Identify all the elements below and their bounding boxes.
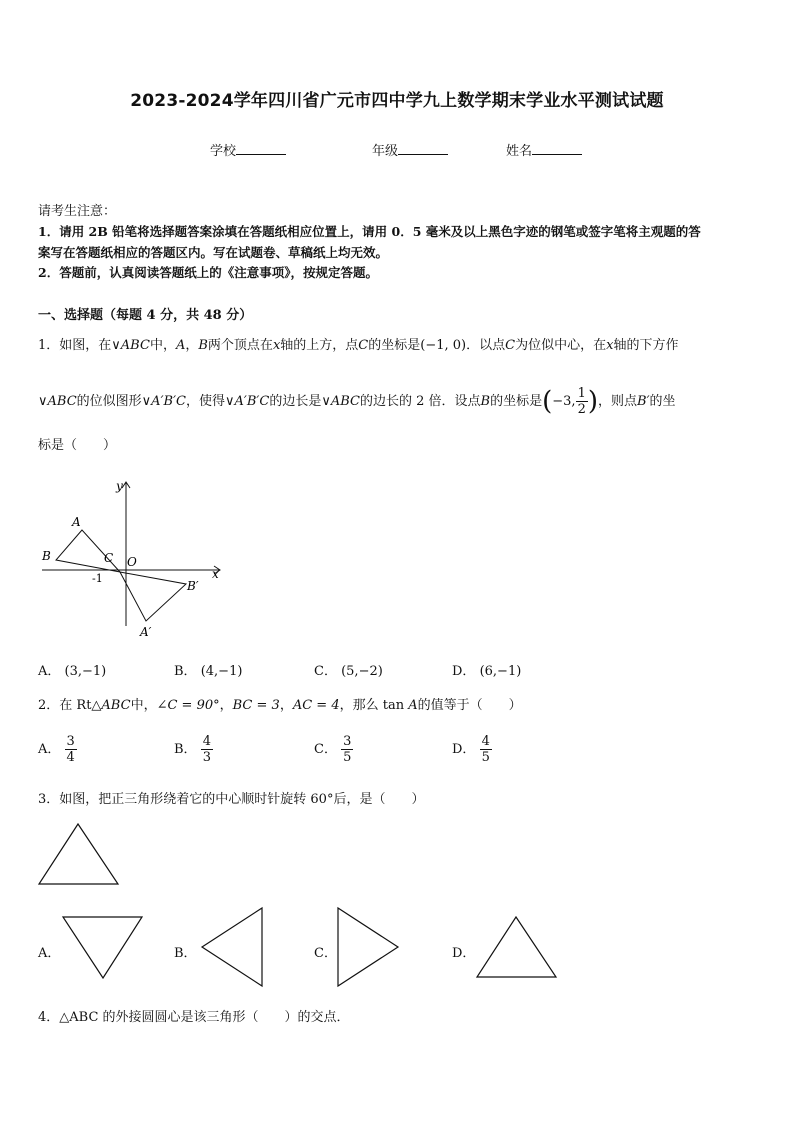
- school-blank: [236, 143, 286, 155]
- q3-option-d-triangle[interactable]: [474, 912, 564, 982]
- x-label: x: [212, 567, 219, 581]
- q2-option-c[interactable]: C． $\frac{3}{5}$: [314, 734, 352, 765]
- q4-text: 4．△ABC 的外接圆圆心是该三角形（ ）的交点．: [38, 1010, 350, 1025]
- q3-option-a-label[interactable]: A．: [38, 946, 61, 961]
- q1-line-3: 标是（ ）: [38, 438, 117, 453]
- minus-one-label: -1: [92, 572, 103, 585]
- q3-option-b-label[interactable]: B．: [174, 946, 197, 961]
- q3-option-a-triangle[interactable]: [60, 912, 150, 982]
- q3-text: 3．如图，把正三角形绕着它的中心顺时针旋转 60°后，是（ ）: [38, 792, 425, 807]
- origin-label: O: [127, 555, 137, 569]
- q1-line-1: 1．如图，在∨ABC中，A，B两个顶点在x轴的上方，点C的坐标是(−1, 0)．以点C为位似中心，在x轴的下方作: [38, 338, 679, 353]
- notice-item-1-line-2: 案写在答题纸相应的答题区内。写在试题卷、草稿纸上均无效。: [38, 245, 389, 260]
- notice-item-2: 2．答题前，认真阅读答题纸上的《注意事项》，按规定答题。: [38, 265, 378, 280]
- q1-option-c[interactable]: C． (5,−2): [314, 664, 383, 679]
- q3-option-c-triangle[interactable]: [334, 904, 404, 990]
- name-blank: [532, 143, 582, 155]
- page-title: 2023-2024学年四川省广元市四中学九上数学期末学业水平测试试题: [130, 91, 664, 111]
- point-a-label: A: [72, 515, 81, 529]
- q1-option-b[interactable]: B． (4,−1): [174, 664, 243, 679]
- q1-figure: [34, 476, 234, 640]
- point-b-label: B: [42, 549, 51, 563]
- y-label: y: [116, 479, 123, 493]
- q1-line-2: ∨ABC的位似图形∨A′B′C，使得∨A′B′C的边长是∨ABC的边长的 2 倍．设点B的坐标是(−3, $\frac{1}{2}$ )，则点B′的坐: [38, 386, 676, 417]
- name-label: 姓名: [506, 144, 533, 159]
- q3-option-b-triangle[interactable]: [198, 904, 268, 990]
- q1-option-d[interactable]: D． (6,−1): [452, 664, 522, 679]
- triangle-abc-image: [120, 572, 186, 621]
- notice-heading: 请考生注意：: [38, 204, 117, 219]
- grade-blank: [398, 143, 448, 155]
- point-a-prime-label: A′: [140, 625, 152, 639]
- q3-original-triangle: [36, 820, 126, 890]
- q3-option-c-label[interactable]: C．: [314, 946, 337, 961]
- point-c-label: C: [104, 551, 114, 565]
- section-heading: 一、选择题（每题 4 分，共 48 分）: [38, 308, 253, 323]
- school-label: 学校: [210, 144, 237, 159]
- school-field: [210, 140, 286, 159]
- q2-text: 2．在 Rt△ABC中，∠C = 90°，BC = 3，AC = 4，那么 tan A的值等于（ ）: [38, 698, 522, 713]
- q1-option-a[interactable]: A． (3,−1): [38, 664, 107, 679]
- q2-option-b[interactable]: B． $\frac{4}{3}$: [174, 734, 211, 765]
- point-b-prime-label: B′: [187, 579, 199, 593]
- name-field: [506, 140, 582, 159]
- q3-option-d-label[interactable]: D．: [452, 946, 476, 961]
- notice-item-1-line-1: 1．请用 2B 铅笔将选择题答案涂填在答题纸相应位置上，请用 0．5 毫米及以上黑色字迹的钢笔或签字笔将主观题的答: [38, 224, 701, 239]
- q2-option-a[interactable]: A． $\frac{3}{4}$: [38, 734, 75, 765]
- grade-label: 年级: [372, 144, 399, 159]
- q2-option-d[interactable]: D． $\frac{4}{5}$: [452, 734, 490, 765]
- grade-field: [372, 140, 448, 159]
